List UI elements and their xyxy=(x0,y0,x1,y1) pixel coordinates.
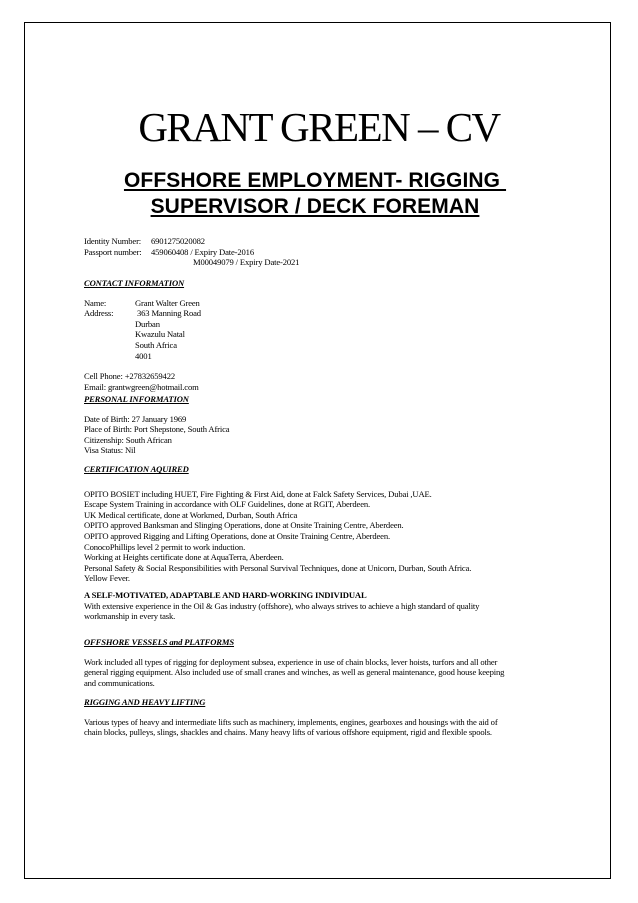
personal-heading: PERSONAL INFORMATION xyxy=(84,394,189,404)
address-label: Address: xyxy=(84,308,114,319)
summary-line-2: workmanship in every task. xyxy=(84,611,176,622)
identity-row xyxy=(84,236,554,247)
cert-line: UK Medical certificate, done at Workmed, Durban, South Africa xyxy=(84,509,298,520)
cv-subtitle xyxy=(80,168,550,220)
rigging-line-1: Various types of heavy and intermediate lifts such as machinery, implements, engines, gearboxes and housings with the aid of xyxy=(84,716,498,727)
address-line-3: Kwazulu Natal xyxy=(135,329,185,340)
address-row-4 xyxy=(84,340,554,351)
identity-label: Identity Number: xyxy=(84,236,142,246)
cert-line: Yellow Fever. xyxy=(84,573,130,584)
contact-section xyxy=(84,278,554,392)
passport-value-1: 459060408 / Expiry Date-2016 xyxy=(151,246,254,257)
address-row xyxy=(84,308,554,319)
name-value: Grant Walter Green xyxy=(135,297,200,308)
passport-label: Passport number: xyxy=(84,246,142,257)
address-line-2: Durban xyxy=(135,318,160,329)
cert-line: Escape System Training in accordance with OLF Guidelines, done at RGIT, Aberdeen. xyxy=(84,499,371,510)
passport-row-2 xyxy=(84,257,554,268)
summary-section xyxy=(84,590,554,622)
phone-line: Cell Phone: +27832659422 xyxy=(84,371,176,382)
vessels-heading: OFFSHORE VESSELS and PLATFORMS xyxy=(84,637,235,647)
rigging-line-2: chain blocks, pulleys, slings, shackles and chains. Many heavy lifts of various offshore equipment, rigid and flexible spools. xyxy=(84,727,492,738)
passport-value-2: M00049079 / Expiry Date-2021 xyxy=(193,257,300,268)
vessels-section xyxy=(84,637,554,688)
cert-line: Personal Safety & Social Responsibilities with Personal Survival Techniques, done at Unicorn, Durban, South Africa. xyxy=(84,562,472,573)
vessels-line-1: Work included all types of rigging for deployment subsea, experience in use of chain blocks, lever hoists, turfors and all other xyxy=(84,656,498,667)
summary-heading: A SELF-MOTIVATED, ADAPTABLE AND HARD-WORKING INDIVIDUAL xyxy=(84,590,367,600)
name-row xyxy=(84,298,554,309)
email-line: Email: grantwgreen@hotmail.com xyxy=(84,381,199,392)
address-row-3 xyxy=(84,329,554,340)
cert-line: OPITO BOSIET including HUET, Fire Fighting & First Aid, done at Falck Safety Services, Dubai ,UAE. xyxy=(84,488,432,499)
passport-row xyxy=(84,247,554,258)
contact-heading: CONTACT INFORMATION xyxy=(84,278,185,288)
address-row-2 xyxy=(84,319,554,330)
cert-line: Working at Heights certificate done at AquaTerra, Aberdeen. xyxy=(84,552,284,563)
pob-line: Place of Birth: Port Shepstone, South Africa xyxy=(84,424,230,435)
subtitle-line-2: SUPERVISOR / DECK FOREMAN xyxy=(150,195,480,218)
summary-line-1: With extensive experience in the Oil & Gas industry (offshore), who always strives to achieve a high standard of quality xyxy=(84,600,480,611)
address-line-4: South Africa xyxy=(135,339,177,350)
cert-line: ConocoPhillips level 2 permit to work induction. xyxy=(84,541,246,552)
personal-section xyxy=(84,394,554,456)
address-line-5: 4001 xyxy=(135,350,152,361)
dob-line: Date of Birth: 27 January 1969 xyxy=(84,413,187,424)
certification-section xyxy=(84,464,554,584)
subtitle-line-1: OFFSHORE EMPLOYMENT- RIGGING xyxy=(123,169,507,192)
id-block xyxy=(84,236,554,268)
cert-line: OPITO approved Banksman and Slinging Operations, done at Onsite Training Centre, Aberdeen. xyxy=(84,520,404,531)
vessels-line-2: general rigging equipment. Also included use of small cranes and winches, as well as general maintenance, good house keeping xyxy=(84,667,505,678)
rigging-section xyxy=(84,697,554,738)
vessels-line-3: and communications. xyxy=(84,677,155,688)
cv-title: GRANT GREEN – CV xyxy=(138,104,500,150)
identity-value: 6901275020082 xyxy=(151,236,205,246)
address-row-5 xyxy=(84,351,554,362)
certification-heading: CERTIFICATION AQUIRED xyxy=(84,464,189,474)
citizenship-line: Citizenship: South African xyxy=(84,434,172,445)
name-label: Name: xyxy=(84,297,107,308)
visa-line: Visa Status: Nil xyxy=(84,445,136,456)
rigging-heading: RIGGING AND HEAVY LIFTING xyxy=(84,697,206,707)
cert-line: OPITO approved Rigging and Lifting Operations, done at Onsite Training Centre, Aberdeen. xyxy=(84,530,390,541)
address-line-1: 363 Manning Road xyxy=(137,308,201,319)
